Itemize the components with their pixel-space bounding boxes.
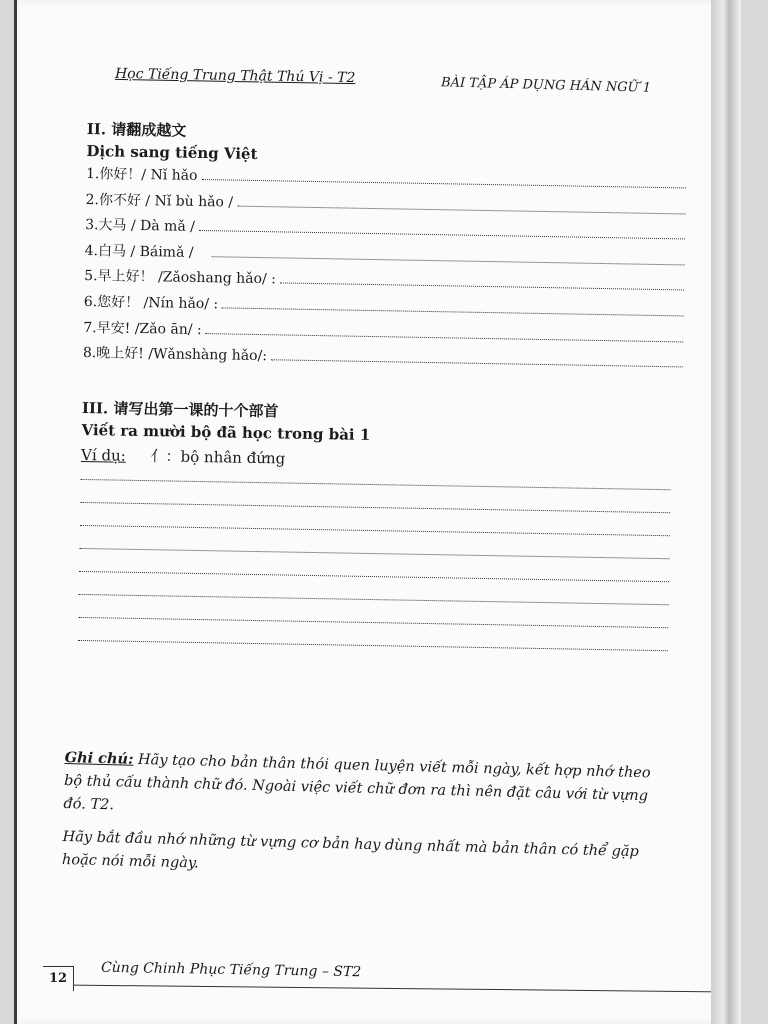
page-number: 12 [43, 966, 74, 991]
section2-subtitle: Dịch sang tiếng Việt [86, 141, 258, 163]
note-text: Hãy tạo cho bản thân thói quen luyện viết mỗi ngày, kết hợp nhớ theo bộ thủ cấu thành chữ đó. Ngoài việc viết chữ đơn ra thì nên đặt câu với từ vựng đó. T2. [63, 751, 651, 814]
note-label: Ghi chú: [64, 748, 134, 768]
section2-title: II. 请翻成越文 [86, 119, 187, 140]
translation-prompt: 3.大马 / Dà mǎ / [84, 217, 196, 236]
translation-prompt: 2.你不好 / Nǐ bù hǎo / [85, 191, 234, 211]
header-book-title: Học Tiếng Trung Thật Thú Vị - T2 [114, 65, 356, 87]
example-text: 亻：bộ nhân đứng [150, 446, 286, 468]
translation-prompt: 6.您好！ /Nín hǎo/ : [83, 293, 219, 313]
translation-prompt: 1.你好！/ Nǐ hǎo [85, 165, 198, 184]
exercise-content [78, 118, 687, 651]
translation-prompt: 5.早上好！ /Zǎoshang hǎo/ : [84, 268, 277, 288]
note-paragraph [63, 746, 665, 832]
header-chapter-title: BÀI TẬP ÁP DỤNG HÁN NGỮ 1 [440, 75, 652, 96]
translation-prompt: 4.白马 / Báimǎ / [84, 242, 194, 261]
example-label: Ví dụ: [80, 445, 126, 465]
section3-title: III. 请写出第一课的十个部首 [81, 398, 279, 421]
page-edge [711, 0, 741, 1024]
translation-prompt: 7.早安! /Zǎo ān/ : [83, 319, 202, 338]
note-paragraph-2: Hãy bắt đầu nhớ những từ vựng cơ bản hay dùng nhất mà bản thân có thể gặp hoặc nói mỗi ngày. [61, 828, 639, 872]
footer-rule [73, 985, 719, 993]
note-block [61, 746, 664, 898]
footer-book-title: Cùng Chinh Phục Tiếng Trung – ST2 [100, 959, 362, 981]
section3-subtitle: Viết ra mười bộ đã học trong bài 1 [81, 420, 371, 444]
book-page [14, 0, 741, 1024]
translation-prompt: 8.晚上好! /Wǎnshàng hǎo/: [82, 345, 268, 365]
page-footer [39, 960, 719, 996]
